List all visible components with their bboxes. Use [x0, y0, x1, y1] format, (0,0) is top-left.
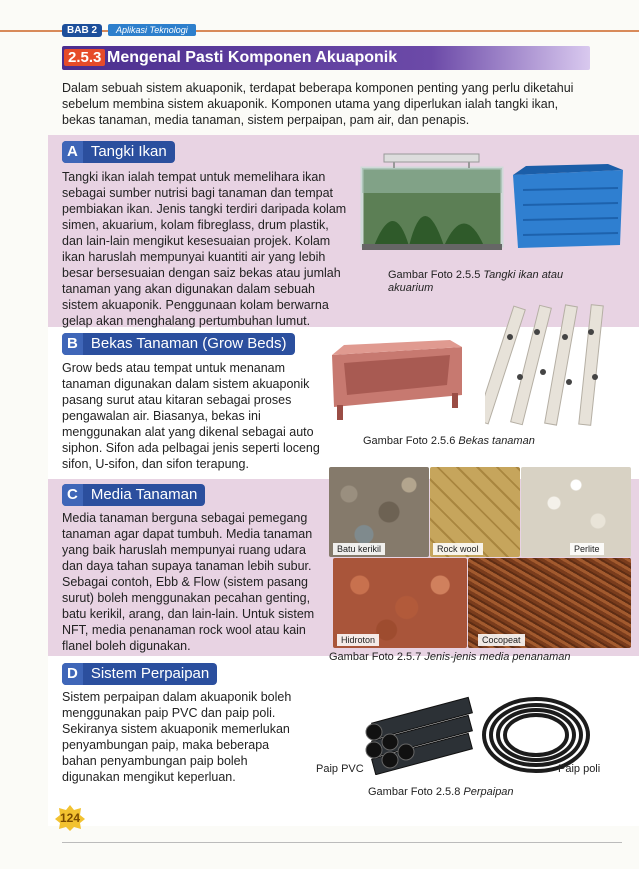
- label-perlite: Perlite: [570, 543, 604, 555]
- footer-rule: [62, 842, 622, 843]
- section-c-letter: C: [62, 484, 83, 506]
- label-cocopeat: Cocopeat: [478, 634, 525, 646]
- caption-d: [368, 786, 568, 799]
- caption-d-text: Perpaipan: [463, 786, 514, 798]
- section-b-body: Grow beds atau tempat untuk menanam tanaman digunakan dalam sistem akuaponik pasang surut atau kitaran sebagai proses pengawalan air. Biasanya, bekas ini menggunakan alat yang dikenal sebagai auto siphon. Sifon ada pelbagai jenis seperti loceng sifon, U-sifon, dan sifon terapung.: [62, 361, 320, 471]
- caption-c-ref: Gambar Foto 2.5.7: [329, 651, 422, 663]
- section-d-title: Sistem Perpaipan: [90, 665, 210, 682]
- chapter-badge: BAB 2: [62, 24, 102, 37]
- nft-pipes-photo: [485, 297, 635, 432]
- section-d-body: Sistem perpaipan dalam akuaponik boleh menggunakan paip PVC dan paip poli. Sekiranya sistem akuaponik memerlukan penyambungan paip, maka beberapa bahan penyambungan paip boleh digunakan mengikut keperluan.: [62, 690, 292, 784]
- caption-c-text: Jenis-jenis media penanaman: [424, 651, 571, 663]
- caption-a-text: Tangki ikan atau akuarium: [388, 269, 564, 294]
- label-poli: Paip poli: [558, 763, 601, 775]
- section-b-title: Bekas Tanaman (Grow Beds): [90, 335, 287, 352]
- section-d-label: [62, 663, 217, 685]
- section-b-letter: B: [62, 333, 83, 355]
- label-gravel: Batu kerikil: [333, 543, 385, 555]
- section-number: 2.5.3: [64, 49, 105, 66]
- caption-b: [363, 435, 593, 448]
- section-c-label: [62, 484, 205, 506]
- section-a-letter: A: [62, 141, 83, 163]
- section-b-label: [62, 333, 295, 355]
- label-rockwool: Rock wool: [433, 543, 483, 555]
- caption-a-ref: Gambar Foto 2.5.5: [388, 269, 481, 281]
- page-number-text: 124: [59, 811, 81, 825]
- chapter-header: [62, 22, 196, 38]
- section-a-body: Tangki ikan ialah tempat untuk memelihara ikan sebagai sumber nutrisi bagi tanaman dan tempat pembiakan ikan. Jenis tangki terdiri daripada kolam simen, akuarium, kolam fibreglass, drum plastik, dan lain-lain mengikut kesesuaian projek. Kolam ikan haruslah mempunyai kuantiti air yang lebih besar bersesuaian dengan saiz bekas atau jumlah tanaman yang akan digunakan dalam sebuah sistem akuaponik. Penggunaan kolam berwarna gelap akan menghalang pertumbuhan lumut.: [62, 170, 347, 328]
- caption-a: [388, 269, 568, 295]
- caption-b-ref: Gambar Foto 2.5.6: [363, 435, 456, 447]
- intro-paragraph: Dalam sebuah sistem akuaponik, terdapat beberapa komponen penting yang perlu diketahui sebelum membina sistem akuaponik. Komponen utama yang diperlukan ialah tangki ikan, bekas tanaman, media tanaman, sistem perpaipan, pam air, dan penapis.: [62, 81, 574, 127]
- grow-bed-photo: [322, 335, 472, 425]
- caption-d-ref: Gambar Foto 2.5.8: [368, 786, 461, 798]
- pvc-pipes-photo: [352, 690, 482, 775]
- section-a-title: Tangki Ikan: [90, 143, 167, 160]
- label-hidroton: Hidroton: [337, 634, 379, 646]
- section-title: Mengenal Pasti Komponen Akuaponik: [107, 49, 398, 66]
- section-c-title: Media Tanaman: [90, 486, 198, 503]
- caption-c: [329, 651, 629, 664]
- aquarium-photo: [354, 146, 509, 261]
- caption-b-text: Bekas tanaman: [458, 435, 535, 447]
- page-number: [54, 804, 86, 832]
- section-a-label: [62, 141, 175, 163]
- section-c-body: Media tanaman berguna sebagai pemegang tanaman agar dapat tumbuh. Media tanaman yang baik haruslah mempunyai ruang udara dan daya tahan supaya tanaman lebih subur. Sebagai contoh, Ebb & Flow (sistem pasang surut) boleh menggunakan pecahan genting, batu kerikil, arang, dan lain-lain. Untuk sistem NFT, media penanaman rock wool atau kain flanel boleh digunakan.: [62, 511, 315, 653]
- chapter-title: Aplikasi Teknologi: [108, 24, 196, 36]
- label-pvc: Paip PVC: [316, 763, 364, 775]
- section-d-letter: D: [62, 663, 83, 685]
- blue-tub-photo: [508, 160, 630, 255]
